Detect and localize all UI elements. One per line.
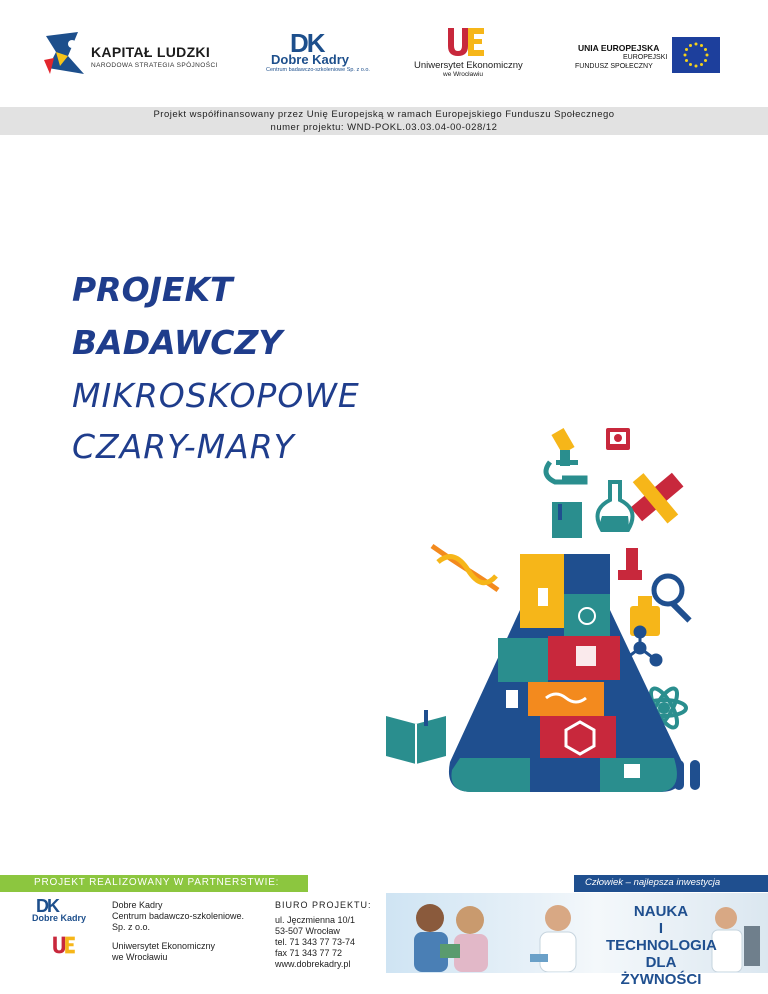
camera-icon — [606, 428, 630, 450]
open-book-icon — [386, 710, 446, 764]
office-block — [275, 915, 355, 970]
microscope-icon — [618, 548, 642, 580]
footer-dk-logo: DK — [36, 896, 58, 916]
partner2-line2: we Wrocławiu — [112, 952, 168, 962]
partner1-line3: Sp. z o.o. — [112, 922, 151, 932]
ue-logo — [446, 26, 486, 58]
flask-puzzle-icon — [449, 554, 683, 792]
cofinance-line1: Projekt współfinansowany przez Unię Europejską w ramach Europejskiego Funduszu Społecznego — [153, 109, 615, 120]
office-line5[interactable]: www.dobrekadry.pl — [275, 959, 351, 969]
footer-ue-logo — [52, 935, 76, 955]
office-line4: fax 71 343 77 72 — [275, 948, 343, 958]
ruler-pencil-icon — [631, 473, 684, 524]
office-line3: tel. 71 343 77 73-74 — [275, 937, 356, 947]
banner-title — [606, 903, 716, 988]
title-line3: MIKROSKOPOWE — [72, 376, 360, 415]
microscope-icon — [546, 428, 585, 482]
kapital-ludzki-logo — [40, 30, 90, 80]
dobre-kadry-monogram: DK — [290, 28, 324, 58]
partner2-block — [112, 941, 215, 963]
partner1-block — [112, 900, 244, 933]
banner-scientist-photo — [520, 896, 600, 972]
book-icon — [552, 502, 582, 538]
science-illustration — [380, 420, 720, 800]
flask-icon — [598, 482, 633, 530]
office-line2: 53-507 Wrocław — [275, 926, 340, 936]
dna-icon — [432, 546, 498, 590]
partners-label: PROJEKT REALIZOWANY W PARTNERSTWIE: — [34, 877, 280, 888]
eu-flag-icon — [672, 37, 720, 73]
cofinance-line2: numer projektu: WND-POKL.03.03.04-00-028/12 — [270, 122, 498, 133]
banner-line3: DLA ŻYWNOŚCI — [620, 954, 702, 988]
eu-line3: FUNDUSZ SPOŁECZNY — [575, 63, 653, 70]
title-line1: PROJEKT — [72, 270, 233, 309]
partner2-line1: Uniwersytet Ekonomiczny — [112, 941, 216, 951]
dobre-kadry-subtitle: Centrum badawczo-szkoleniowe Sp. z o.o. — [266, 67, 370, 73]
ue-name: Uniwersytet Ekonomiczny — [414, 60, 523, 71]
slogan: Człowiek – najlepsza inwestycja — [585, 877, 721, 888]
eu-line1: UNIA EUROPEJSKA — [578, 43, 660, 53]
banner-line1: NAUKA — [633, 903, 689, 920]
banner-children-photo — [396, 896, 516, 972]
partner1-line1: Dobre Kadry — [112, 900, 163, 910]
kapital-ludzki-subtitle: NARODOWA STRATEGIA SPÓJNOŚCI — [91, 62, 218, 69]
office-heading: BIURO PROJEKTU: — [275, 900, 372, 910]
kapital-ludzki-title: KAPITAŁ LUDZKI — [91, 44, 211, 60]
office-line1: ul. Jęczmienna 10/1 — [275, 915, 356, 925]
banner-line2: I TECHNOLOGIA — [606, 920, 717, 954]
partner1-line2: Centrum badawczo-szkoleniowe. — [112, 911, 245, 921]
title-line2: BADAWCZY — [72, 323, 283, 362]
title-line4: CZARY-MARY — [72, 427, 295, 466]
ue-subtitle: we Wrocławiu — [443, 71, 483, 78]
dobre-kadry-name: Dobre Kadry — [271, 52, 350, 67]
eu-line2: EUROPEJSKI — [623, 54, 668, 61]
footer-dk-logo-name: Dobre Kadry — [32, 913, 87, 923]
